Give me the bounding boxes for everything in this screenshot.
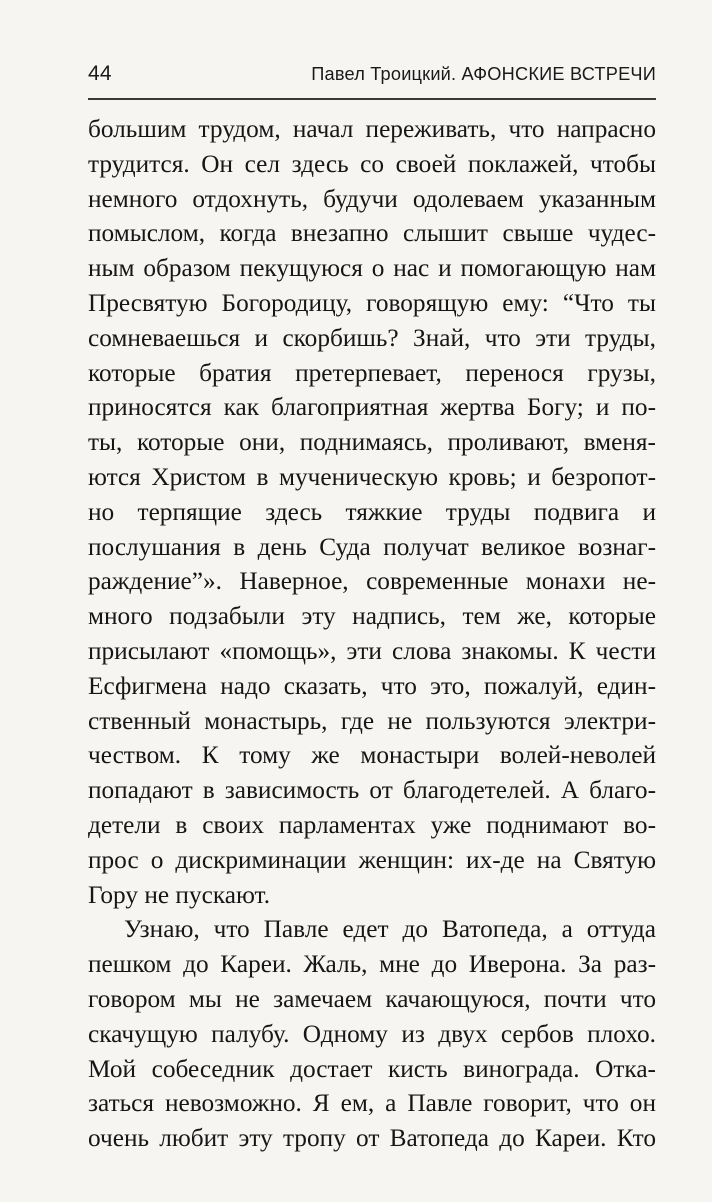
text-line: ственный монастырь, где не пользуются электри- [88, 706, 656, 735]
text-line: сомневаешься и скорбишь? Знай, что эти труды, [88, 323, 656, 352]
body-text [88, 112, 656, 1156]
running-title: Павел Троицкий. АФОНСКИЕ ВСТРЕЧИ [311, 64, 656, 84]
text-line: очень любит эту тропу от Ватопеда до Кареи. Кто [88, 1124, 656, 1153]
text-line: приносятся как благоприятная жертва Богу; и по- [88, 393, 656, 422]
text-line: скачущую палубу. Одному из двух сербов плохо. [88, 1019, 656, 1048]
text-line: чеством. К тому же монастыри волей-неволей [88, 741, 656, 770]
text-line: Узнаю, что Павле едет до Ватопеда, а оттуда [124, 915, 656, 944]
text-line: ты, которые они, поднимаясь, проливают, вменя- [88, 428, 656, 457]
text-line: много подзабыли эту надпись, тем же, которые [88, 602, 656, 631]
text-line: говором мы не замечаем качающуюся, почти что [88, 984, 656, 1013]
text-line: попадают в зависимость от благодетелей. А благо- [88, 776, 656, 805]
text-line: ным образом пекущуюся о нас и помогающую нам [88, 254, 656, 283]
text-line: прос о дискриминации женщин: их-де на Святую [88, 845, 656, 874]
text-line: трудится. Он сел здесь со своей поклажей, чтобы [88, 149, 656, 178]
text-line: раждение”». Наверное, современные монахи не- [88, 567, 656, 596]
text-line: немного отдохнуть, будучи одолеваем указанным [88, 184, 656, 213]
text-line: ются Христом в мученическую кровь; и безропот- [88, 462, 656, 491]
paragraph-2 [88, 912, 656, 1156]
paragraph-1 [88, 112, 656, 912]
text-line: большим трудом, начал переживать, что напрасно [88, 115, 656, 143]
page-number: 44 [88, 62, 112, 85]
text-line: Мой собеседник достает кисть винограда. Отка- [88, 1054, 656, 1083]
text-line: Есфигмена надо сказать, что это, пожалуй, един- [88, 671, 656, 700]
header-rule [88, 98, 656, 100]
text-line: Пресвятую Богородицу, говорящую ему: “Что ты [88, 288, 656, 317]
text-line: помыслом, когда внезапно слышит свыше чудес- [88, 219, 656, 248]
text-line: которые братия претерпевает, перенося грузы, [88, 358, 656, 387]
text-line: пешком до Кареи. Жаль, мне до Иверона. За раз- [88, 950, 656, 979]
text-line: но терпящие здесь тяжкие труды подвига и [88, 497, 656, 526]
text-line: послушания в день Суда получат великое вознаг- [88, 532, 656, 561]
text-line: детели в своих парламентах уже поднимают во- [88, 810, 656, 839]
running-head [88, 62, 656, 98]
text-line: Гору не пускают. [88, 880, 271, 909]
text-line: присылают «помощь», эти слова знакомы. К чести [88, 636, 656, 665]
text-line: заться невозможно. Я ем, а Павле говорит, что он [88, 1089, 656, 1118]
